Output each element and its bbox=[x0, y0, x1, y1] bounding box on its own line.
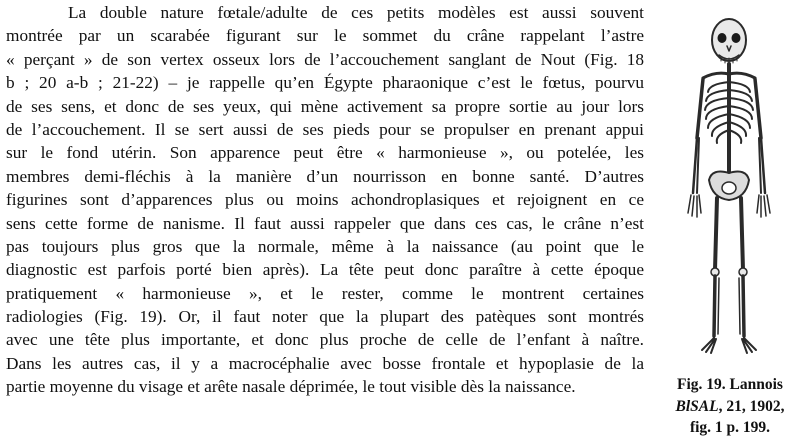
paragraph-line: membres demi-fléchis à la manière d’un nourrisson en bonne santé. D’autres bbox=[6, 166, 644, 186]
caption-line bbox=[660, 396, 800, 418]
caption-reference: , 21, 1902, bbox=[718, 397, 785, 415]
figure-column bbox=[660, 0, 800, 446]
paragraph-line: b ; 20 a-b ; 21-22) – je rappelle qu’en Égypte pharaonique c’est le fœtus, pourvu bbox=[6, 73, 644, 93]
paragraph-line: figurines sont d’apparences plus ou moins achondroplasiques et rejoignent en ce bbox=[6, 190, 644, 210]
paragraph-line: partie moyenne du visage et arête nasale déprimée, le tout visible dès la naissance. bbox=[6, 377, 576, 397]
caption-line: fig. 1 p. 199. bbox=[689, 419, 771, 436]
paragraph-line: pas toujours plus gros que la normale, même à la naissance (au point que le bbox=[6, 236, 644, 256]
paragraph-line: avec une tête plus importante, et donc plus proche de celle de l’enfant à naître. bbox=[6, 330, 644, 350]
skeleton-illustration bbox=[672, 8, 786, 360]
paragraph-line: sens cette forme de nanisme. Il faut aussi rappeler que dans ces cas, le crâne n’est bbox=[6, 213, 644, 233]
paragraph-line: montrée par un scarabée figurant sur le sommet du crâne rappelant l’astre bbox=[6, 26, 644, 46]
paragraph-line: La double nature fœtale/adulte de ces petits modèles est aussi souvent bbox=[68, 3, 644, 22]
paragraph-line: de l’accouchement. Il se sert aussi de ses pieds pour se propulser en prenant appui bbox=[6, 119, 644, 139]
paragraph-line: de ses sens, et donc de ses yeux, qui mène activement sa propre sortie au jour lors bbox=[6, 96, 644, 116]
paragraph-line: « perçant » de son vertex osseux lors de l’accouchement sanglant de Nout (Fig. 18 bbox=[6, 49, 644, 69]
caption-journal: BlSAL bbox=[675, 397, 719, 415]
paragraph-line: sur le fond utérin. Son apparence peut être « harmonieuse », ou potelée, les bbox=[6, 143, 644, 163]
caption-line: Fig. 19. Lannois bbox=[677, 376, 783, 393]
paragraph-line: radiologies (Fig. 19). Or, il faut noter que la plupart des patèques sont montrés bbox=[6, 307, 644, 327]
paragraph-line: pratiquement « harmonieuse », et le rester, comme le montrent certaines bbox=[6, 283, 644, 303]
body-paragraph bbox=[6, 1, 644, 399]
paragraph-line: diagnostic est parfois porté bien après). La tête peut donc paraître à cette époque bbox=[6, 260, 644, 280]
paragraph-line: Dans les autres cas, il y a macrocéphalie avec bosse frontale et hypoplasie de la bbox=[6, 353, 644, 373]
skeleton-figure bbox=[672, 8, 786, 360]
figure-caption bbox=[660, 374, 800, 439]
